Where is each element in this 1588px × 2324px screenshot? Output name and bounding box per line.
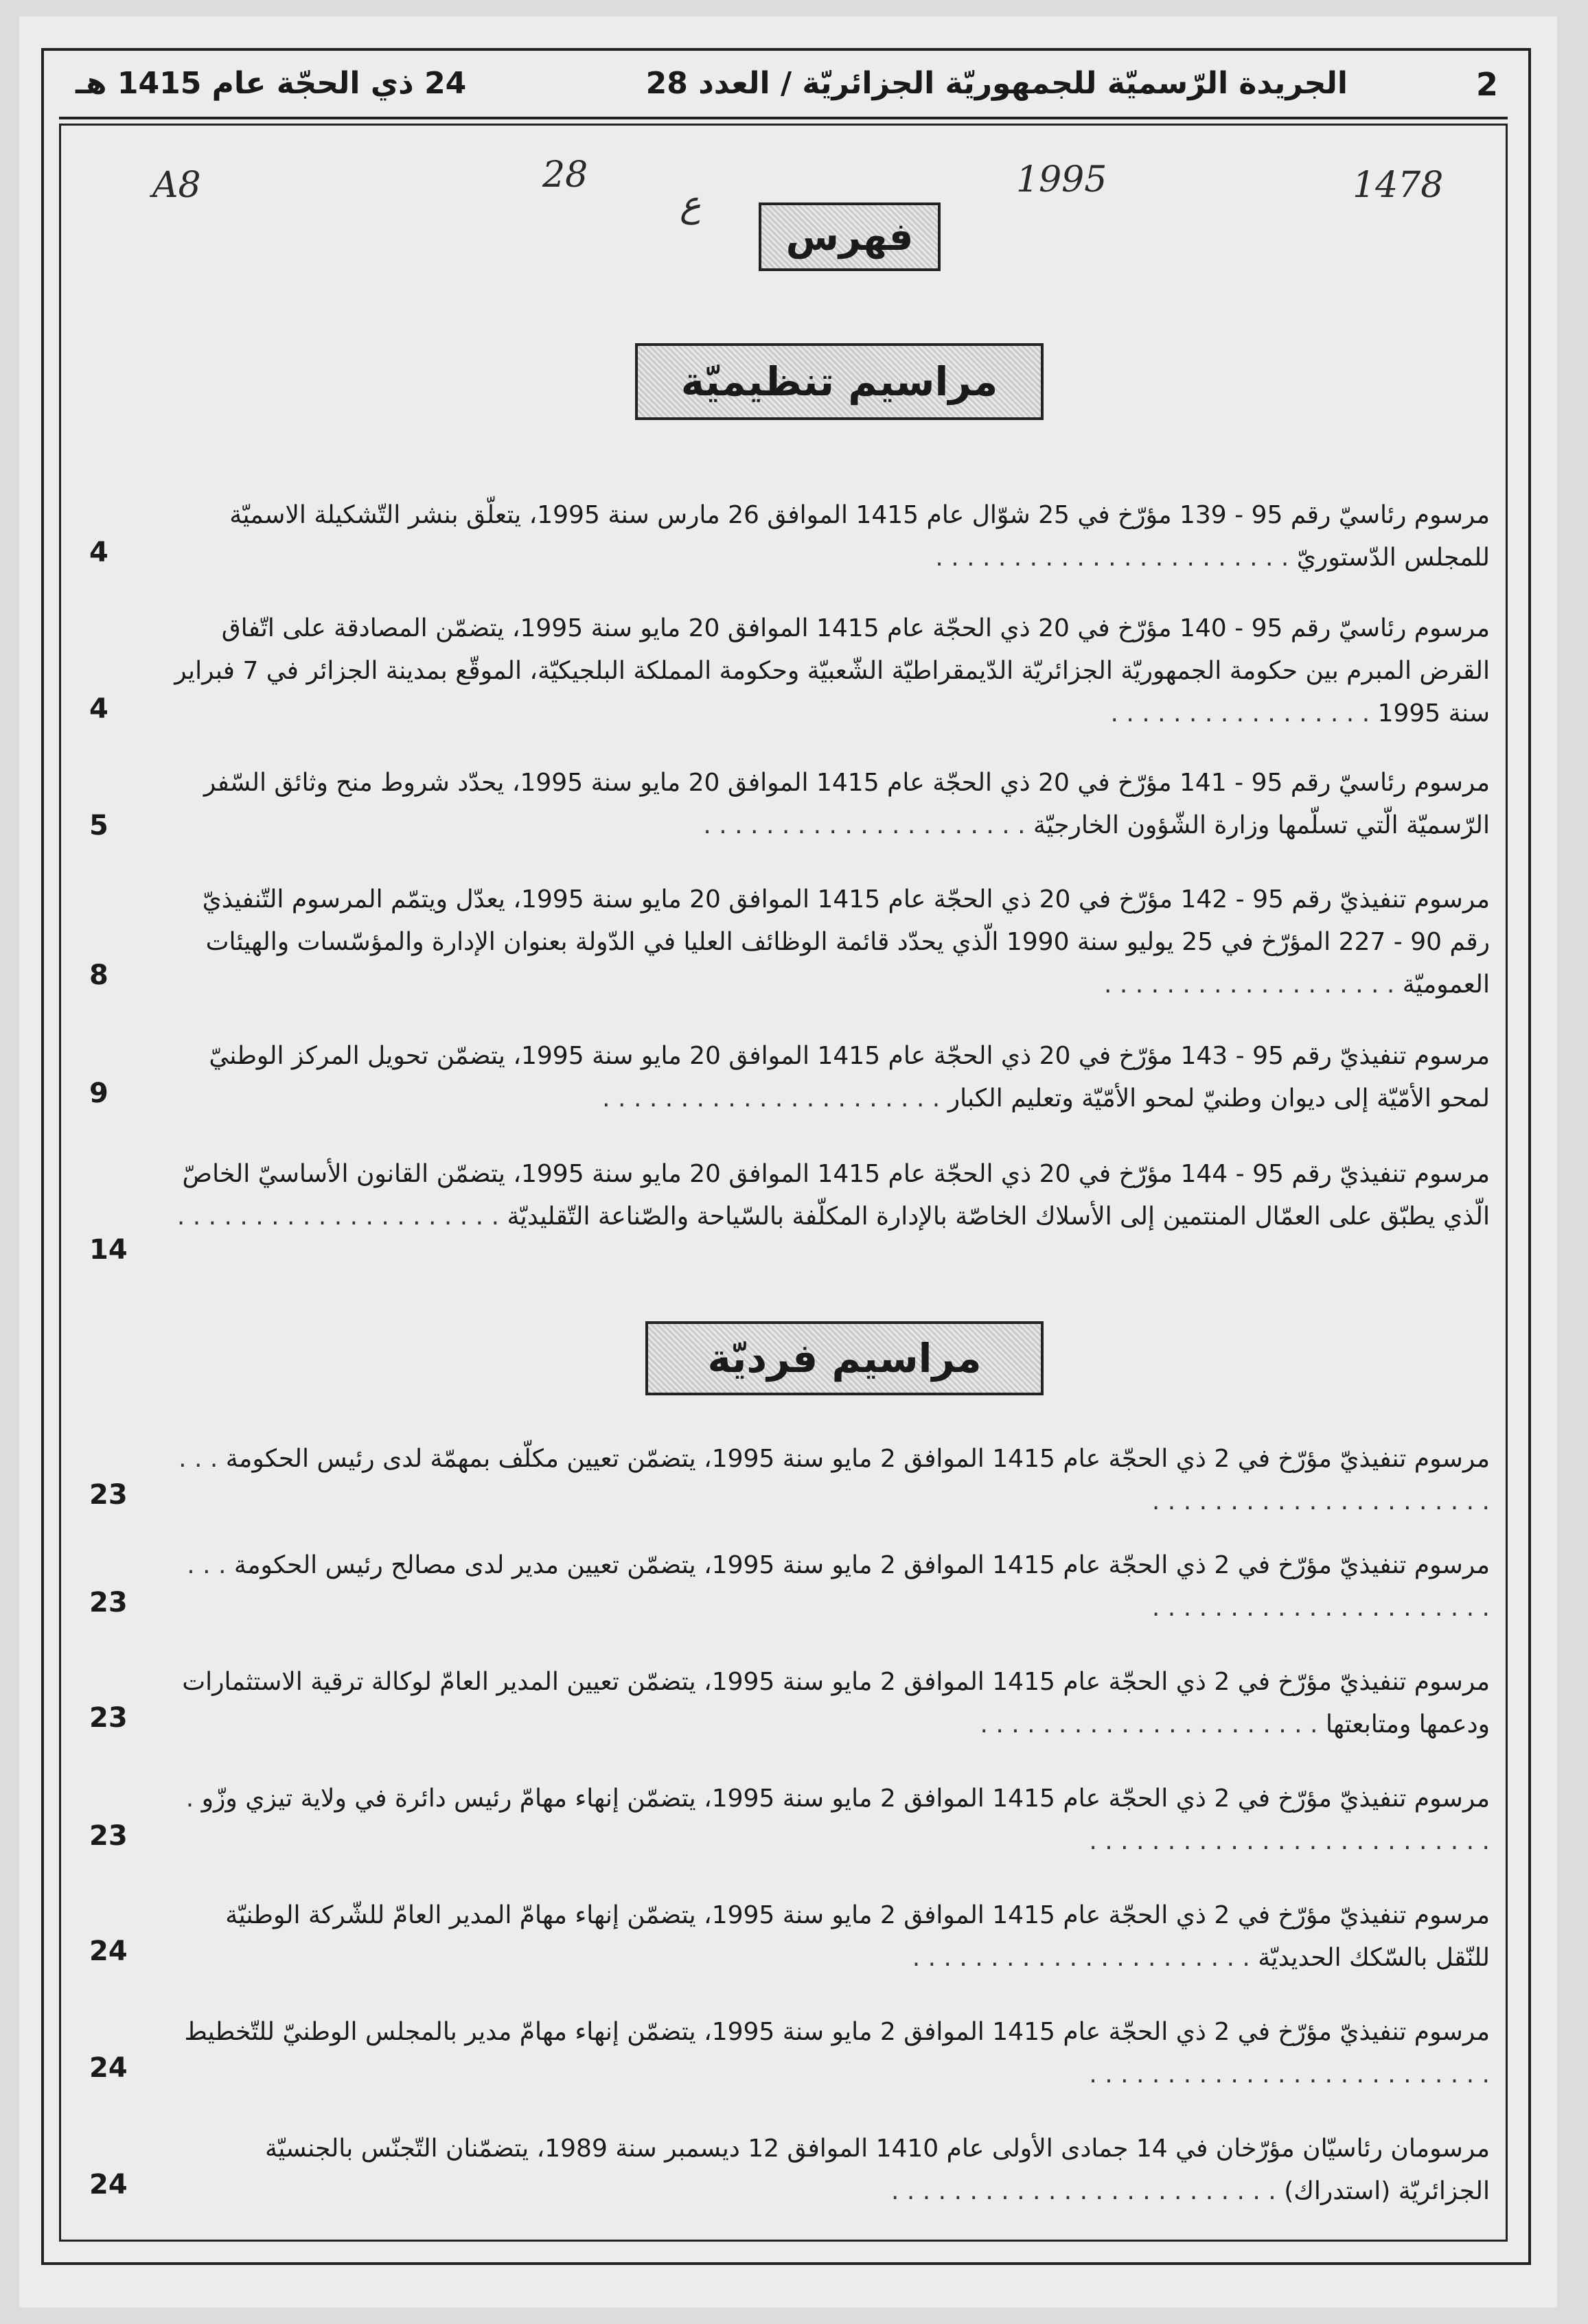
entry-page: 23 bbox=[89, 1479, 128, 1511]
leader-dots: . . . . . . . . . . . . . . . . . bbox=[1110, 699, 1370, 728]
section-title-individual: مراسيم فرديّة bbox=[707, 1335, 982, 1382]
leader-dots: . . . . . . . . . . . . . . . . . . . . . . bbox=[980, 1710, 1318, 1739]
entry-page: 23 bbox=[89, 1820, 128, 1852]
section-title-box-2 bbox=[645, 1321, 1044, 1395]
toc-entry[interactable] bbox=[172, 494, 1490, 579]
toc-entry[interactable] bbox=[172, 762, 1490, 847]
handwritten-mark: ع bbox=[680, 184, 702, 225]
entry-text: مرسوم تنفيذيّ رقم 95 - 142 مؤرّخ في 20 ذي الحجّة عام 1415 الموافق 20 مايو سنة 1995، يعدّل ويتمّم المرسوم التّنفيذيّ رقم 90 - 227 المؤرّخ في 25 يوليو سنة 1990 الّذي يحدّد قائمة الوظائف العليا في الدّولة بعنوان الإدارة والمؤسّسات والهيئات العموميّة bbox=[202, 885, 1490, 999]
entry-page: 4 bbox=[89, 693, 108, 725]
entry-page: 9 bbox=[89, 1078, 108, 1109]
index-title: فهرس bbox=[785, 214, 914, 259]
entry-text: مرسوم تنفيذيّ مؤرّخ في 2 ذي الحجّة عام 1415 الموافق 2 مايو سنة 1995، يتضمّن إنهاء مهامّ المدير العامّ للشّركة الوطنيّة للنّقل بالسّكك الحديديّة bbox=[225, 1901, 1490, 1972]
entry-page: 24 bbox=[89, 1936, 128, 1967]
handwritten-issue: 28 bbox=[542, 154, 588, 196]
handwritten-number: 1478 bbox=[1353, 165, 1444, 206]
entry-text: مرسوم تنفيذيّ رقم 95 - 143 مؤرّخ في 20 ذي الحجّة عام 1415 الموافق 20 مايو سنة 1995، يتضمّن تحويل المركز الوطنيّ لمحو الأمّيّة إلى ديوان وطنيّ لمحو الأمّيّة وتعليم الكبار bbox=[209, 1042, 1490, 1113]
entry-page: 23 bbox=[89, 1587, 128, 1618]
entry-text: مرسوم تنفيذيّ مؤرّخ في 2 ذي الحجّة عام 1415 الموافق 2 مايو سنة 1995، يتضمّن إنهاء مهامّ رئيس دائرة في ولاية تيزي وزّو bbox=[201, 1785, 1490, 1813]
toc-entry[interactable] bbox=[172, 1778, 1490, 1863]
gazette-title: الجريدة الرّسميّة للجمهوريّة الجزائريّة / العدد 28 bbox=[645, 66, 1348, 101]
toc-entry[interactable] bbox=[172, 2011, 1490, 2096]
leader-dots: . . . . . . . . . . . . . . . . . . . . . . . . . bbox=[179, 1445, 1490, 1515]
leader-dots: . . . . . . . . . . . . . . . . . . . bbox=[1103, 971, 1395, 999]
leader-dots: . . . . . . . . . . . . . . . . . . . . . bbox=[176, 1202, 500, 1231]
entry-text: مرسوم تنفيذيّ مؤرّخ في 2 ذي الحجّة عام 1415 الموافق 2 مايو سنة 1995، يتضمّن إنهاء مهامّ مدير بالمجلس الوطنيّ للتّخطيط bbox=[184, 2018, 1490, 2046]
header-divider bbox=[59, 117, 1508, 119]
entry-text: مرسوم تنفيذيّ مؤرّخ في 2 ذي الحجّة عام 1415 الموافق 2 مايو سنة 1995، يتضمّن تعيين مدير لدى مصالح رئيس الحكومة bbox=[233, 1551, 1490, 1579]
toc-entry[interactable] bbox=[172, 1894, 1490, 1979]
toc-entry[interactable] bbox=[172, 2128, 1490, 2213]
handwritten-year: 1995 bbox=[1016, 159, 1107, 200]
page-number: 2 bbox=[1476, 66, 1499, 103]
leader-dots: . . . . . . . . . . . . . . . . . . . . . . bbox=[602, 1084, 941, 1113]
leader-dots: . . . . . . . . . . . . . . . . . . . . . bbox=[703, 811, 1026, 839]
entry-page: 5 bbox=[89, 810, 108, 841]
leader-dots: . . . . . . . . . . . . . . . . . . . . . . . . . bbox=[891, 2177, 1276, 2205]
leader-dots: . . . . . . . . . . . . . . . . . . . . . . . . . bbox=[187, 1551, 1490, 1622]
entry-text: مرسوم تنفيذيّ رقم 95 - 144 مؤرّخ في 20 ذي الحجّة عام 1415 الموافق 20 مايو سنة 1995، يتضمّن القانون الأساسيّ الخاصّ الّذي يطبّق على العمّال المنتمين إلى الأسلاك الخاصّة بالإدارة المكلّفة بالسّياحة والصّناعة التّقليديّة bbox=[182, 1160, 1490, 1231]
leader-dots: . . . . . . . . . . . . . . . . . . . . . . . . . . bbox=[1089, 2060, 1490, 2089]
toc-entry[interactable] bbox=[172, 607, 1490, 735]
entry-text: مرسوم تنفيذيّ مؤرّخ في 2 ذي الحجّة عام 1415 الموافق 2 مايو سنة 1995، يتضمّن تعيين المدير العامّ لوكالة ترقية الاستثمارات ودعمها ومتابعتها bbox=[182, 1668, 1490, 1739]
leader-dots: . . . . . . . . . . . . . . . . . . . . . . . . . . . bbox=[185, 1785, 1490, 1855]
section-title-box-1 bbox=[635, 343, 1044, 420]
handwritten-code: A8 bbox=[152, 165, 201, 206]
toc-entry[interactable] bbox=[172, 879, 1490, 1006]
entry-page: 14 bbox=[89, 1234, 128, 1266]
entry-text: مرسوم رئاسيّ رقم 95 - 141 مؤرّخ في 20 ذي الحجّة عام 1415 الموافق 20 مايو سنة 1995، يحدّد شروط منح وثائق السّفر الرّسميّة الّتي تسلّمها وزارة الشّؤون الخارجيّة bbox=[203, 769, 1490, 839]
leader-dots: . . . . . . . . . . . . . . . . . . . . . . bbox=[912, 1944, 1250, 1972]
entry-page: 8 bbox=[89, 960, 108, 991]
entry-page: 4 bbox=[89, 537, 108, 568]
index-title-box bbox=[759, 202, 941, 271]
issue-date: 24 ذي الحجّة عام 1415 هـ bbox=[76, 66, 467, 101]
toc-entry[interactable] bbox=[172, 1438, 1490, 1523]
entry-text: مرسوم رئاسيّ رقم 95 - 140 مؤرّخ في 20 ذي الحجّة عام 1415 الموافق 20 مايو سنة 1995، يتضمّن المصادقة على اتّفاق القرض المبرم بين حكومة الجمهوريّة الجزائريّة الدّيمقراطيّة الشّعبيّة وحكومة المملكة البلجيكيّة، الموقّع بمدينة الجزائر في 7 فبراير سنة 1995 bbox=[174, 614, 1490, 728]
toc-entry[interactable] bbox=[172, 1544, 1490, 1629]
toc-entry[interactable] bbox=[172, 1153, 1490, 1238]
entry-text: مرسومان رئاسيّان مؤرّخان في 14 جمادى الأولى عام 1410 الموافق 12 ديسمبر سنة 1989، يتضمّنان التّجنّس بالجنسيّة الجزائريّة (استدراك) bbox=[264, 2135, 1490, 2205]
entry-page: 24 bbox=[89, 2052, 128, 2084]
entry-page: 24 bbox=[89, 2169, 128, 2200]
entry-text: مرسوم رئاسيّ رقم 95 - 139 مؤرّخ في 25 شوّال عام 1415 الموافق 26 مارس سنة 1995، يتعلّق بنشر التّشكيلة الاسميّة للمجلس الدّستوريّ bbox=[229, 501, 1490, 572]
toc-entry[interactable] bbox=[172, 1035, 1490, 1120]
entry-page: 23 bbox=[89, 1702, 128, 1734]
entry-text: مرسوم تنفيذيّ مؤرّخ في 2 ذي الحجّة عام 1415 الموافق 2 مايو سنة 1995، يتضمّن تعيين مكلّف بمهمّة لدى رئيس الحكومة bbox=[225, 1445, 1490, 1473]
section-title-regulatory: مراسيم تنظيميّة bbox=[680, 358, 998, 405]
leader-dots: . . . . . . . . . . . . . . . . . . . . . . . bbox=[935, 544, 1289, 572]
toc-entry[interactable] bbox=[172, 1661, 1490, 1746]
